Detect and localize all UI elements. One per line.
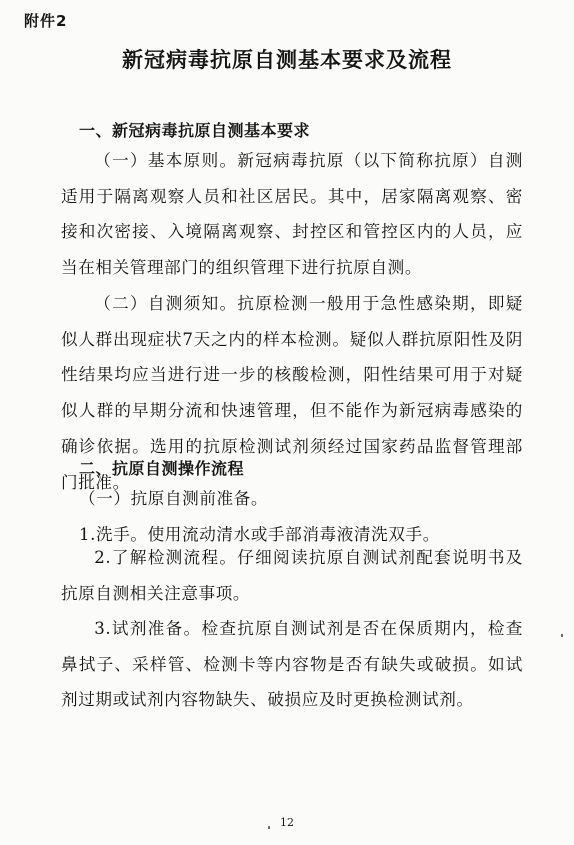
scan-speck xyxy=(561,634,563,637)
paragraph-self-test-notes: （二）自测须知。抗原检测一般用于急性感染期，即疑似人群出现症状7天之内的样本检测。疑似人群抗原阳性及阴性结果均应当进行进一步的核酸检测，阳性结果可用于对疑似人群的早期分流和快速管理，但不能作为新冠病毒感染的确诊依据。选用的抗原检测试剂须经过国家药品监督管理部门批准。 xyxy=(61,294,523,492)
item-reagent-preparation: 3.试剂准备。检查抗原自测试剂是否在保质期内，检查鼻拭子、采样管、检测卡等内容物是否有缺失或破损。如试剂过期或试剂内容物缺失、破损应及时更换检测试剂。 xyxy=(61,619,523,710)
subsection-preparation: （一）抗原自测前准备。 xyxy=(79,489,269,508)
page-number: 12 xyxy=(280,816,294,829)
document-title: 新冠病毒抗原自测基本要求及流程 xyxy=(122,48,452,72)
item-understand-process: 2.了解检测流程。仔细阅读抗原自测试剂配套说明书及抗原自测相关注意事项。 xyxy=(61,548,523,603)
paragraph-basic-principle: （一）基本原则。新冠病毒抗原（以下简称抗原）自测适用于隔离观察人员和社区居民。其中，居家隔离观察、密接和次密接、入境隔离观察、封控区和管控区内的人员，应当在相关管理部门的组织管理下进行抗原自测。 xyxy=(61,151,523,278)
section-2-heading: 二、抗原自测操作流程 xyxy=(79,459,245,478)
attachment-label: 附件2 xyxy=(24,12,68,30)
section-1-heading: 一、新冠病毒抗原自测基本要求 xyxy=(79,121,311,140)
scan-speck xyxy=(268,826,270,829)
item-wash-hands: 1.洗手。使用流动清水或手部消毒液清洗双手。 xyxy=(79,525,440,544)
